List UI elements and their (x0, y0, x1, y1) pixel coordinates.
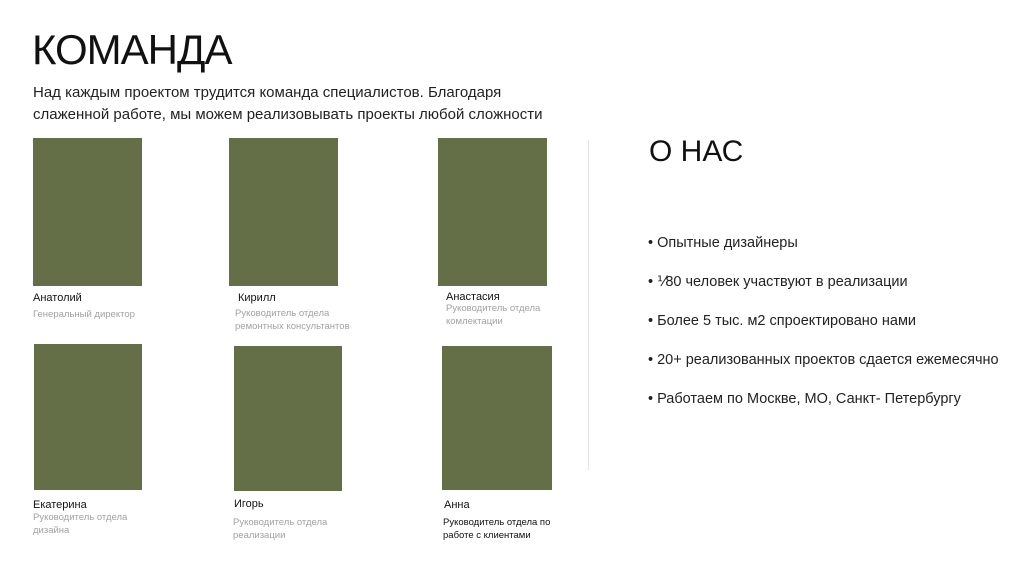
page-title: КОМАНДА (32, 26, 232, 73)
team-photo-anatoliy (33, 138, 142, 286)
team-name-anna: Анна (444, 499, 470, 511)
team-photo-igor (234, 346, 342, 491)
team-role-line-2: ремонтных консультантов (235, 321, 350, 332)
team-role-igor (233, 516, 327, 542)
about-item: • Более 5 тыс. м2 спроектировано нами (648, 313, 917, 329)
about-item: • 20+ реализованных проектов сдается ежемесячно (648, 352, 999, 368)
vertical-divider (588, 140, 589, 470)
team-photo-anna (442, 346, 552, 490)
team-role-line-1: Руководитель отдела (446, 303, 541, 314)
team-role-anatoliy (33, 308, 135, 321)
about-item: • Работаем по Москве, МО, Санкт- Петербургу (648, 391, 961, 407)
subtitle-line-2: слаженной работе, мы можем реализовывать проекты любой сложности (33, 106, 543, 123)
team-role-line-2: работе с клиентами (443, 530, 531, 541)
team-photo-ekaterina (34, 344, 142, 490)
team-role-line-1: Руководитель отдела (233, 517, 328, 528)
team-role-line-1: Руководитель отдела (33, 512, 128, 523)
team-role-line-2: комлектации (446, 316, 503, 327)
team-photo-anastasia (438, 138, 547, 286)
page-subtitle (33, 82, 593, 126)
about-item: • ⅟80 человек участвуют в реализации (648, 274, 908, 290)
team-role-ekaterina (33, 511, 127, 537)
team-role-line-2: реализации (233, 530, 286, 541)
about-list (648, 233, 1018, 428)
team-role-kirill (235, 307, 350, 333)
team-name-kirill: Кирилл (238, 292, 276, 304)
team-role-anna (443, 516, 550, 542)
about-item: • Опытные дизайнеры (648, 235, 798, 251)
team-role-anastasia (446, 302, 540, 328)
team-role-line-1: Генеральный директор (33, 309, 135, 320)
team-name-igor: Игорь (234, 498, 264, 510)
about-title: О НАС (649, 135, 744, 168)
team-role-line-1: Руководитель отдела по (443, 517, 551, 528)
team-role-line-2: дизайна (33, 525, 70, 536)
team-photo-kirill (229, 138, 338, 286)
team-role-line-1: Руководитель отдела (235, 308, 330, 319)
team-name-anatoliy: Анатолий (33, 292, 82, 304)
team-name-anastasia: Анастасия (446, 291, 500, 303)
team-name-ekaterina: Екатерина (33, 499, 87, 511)
subtitle-line-1: Над каждым проектом трудится команда специалистов. Благодаря (33, 84, 502, 101)
